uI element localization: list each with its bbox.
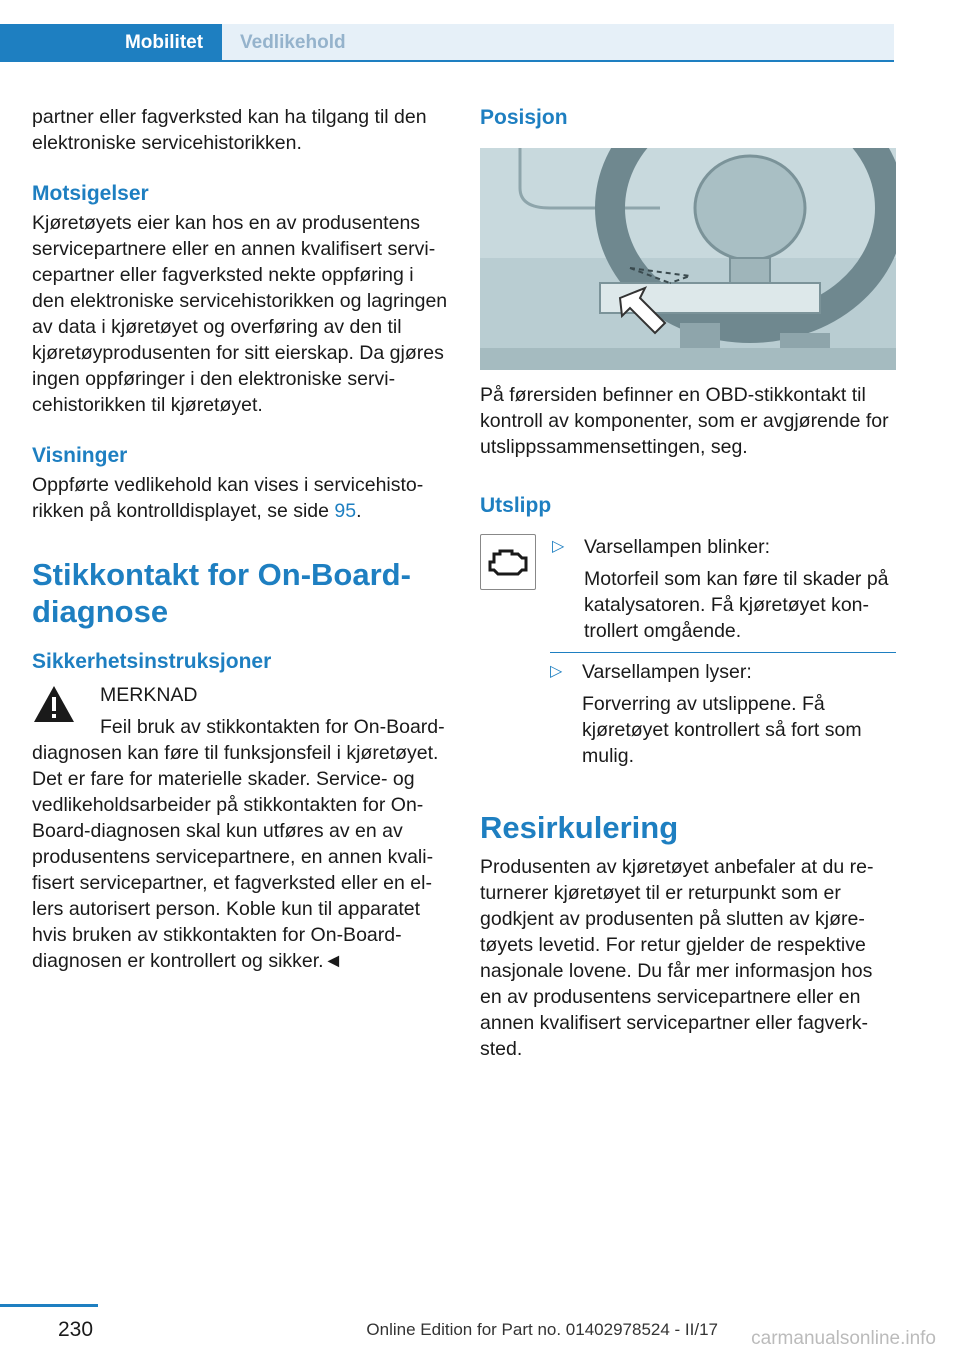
bullet-lyser-text: Forverring av utslippene. Få kjøretøyet kontrollert så fort som mulig. [582,693,862,767]
paragraph-motsigelser: Kjøretøyets eier kan hos en av produsentens servicepartnere eller en annen kvalifisert servicepartner eller fagverksted nekte oppføring i den elektroniske servicehistorikken og lagringen av data i kjøretøyet og overføring av den til kjøretøyprodusenten for sitt eierskap. Da gjøres ingen oppføringer i den elektroniske servicehistorikken til kjøretøyet. [32,212,448,416]
bullet-blinker [480,534,896,644]
paragraph-visninger: Oppførte vedlikehold kan vises i servicehistorikken på kontrolldisplayet, se side 95. [32,474,424,522]
obd-location-illustration [480,148,896,370]
heading-visninger: Visninger [32,444,128,467]
bullet-lyser [550,659,896,769]
engine-check-icon [480,534,536,590]
watermark: carmanualsonline.info [751,1328,936,1349]
header-divider [0,60,894,62]
page-link-95[interactable]: 95 [334,500,357,522]
edition-info: Online Edition for Part no. 01402978524 - II/17 [366,1320,718,1339]
warning-block [32,682,450,740]
heading-posisjon: Posisjon [480,106,568,129]
left-column [32,100,450,974]
paragraph-resirkulering: Produsenten av kjøretøyet anbefaler at du returnerer kjøretøyet til er returpunkt som er godkjent av produsenten på slutten av kjøretøyets levetid. For retur gjelder de respektive nasjonale lovene. Du får mer informasjon hos en av produsentens servicepartnere eller en annen kvalifisert servicepartner eller fagverksted. [480,856,874,1060]
bullet-blinker-title: Varsellampen blinker: [584,536,771,558]
heading-stikkontakt: Stikkontakt for On-Board-diagnose [32,557,411,629]
paragraph-posisjon: På førersiden befinner en OBD-stikkontakt til kontroll av komponenter, som er avgjørende for utslippssammensettingen, seg. [480,384,889,458]
intro-paragraph: partner eller fagverksted kan ha tilgang til den elektroniske servicehistorikken. [32,106,427,154]
footer-divider [0,1304,98,1307]
bullet-triangle-icon: ▷ [552,538,565,555]
heading-utslipp: Utslipp [480,494,552,517]
bullet-separator [550,652,896,653]
bullet-blinker-text: Motorfeil som kan føre til skader på katalysatoren. Få kjøretøyet kontrollert omgående. [584,568,889,642]
warning-text: diagnosen kan føre til funksjonsfeil i kjøretøyet. Det er fare for materielle skader. Service- og vedlikeholdsarbeider på stikkontakten for On-Board-diagnosen skal kun utføres av en av produsentens servicepartnere, en annen kvalifisert servicepartner, et fagverksted eller en ellers autorisert person. Koble kun til apparatet hvis bruken av stikkontakten for On-Board-diagnosen er kontrollert og sikker.◄ [32,742,439,972]
heading-resirkulering: Resirkulering [480,810,679,845]
warning-lead: Feil bruk av stikkontakten for On-Board- [100,716,445,738]
right-column [480,100,896,1062]
tab-vedlikehold[interactable]: Vedlikehold [222,24,894,62]
page-number: 230 [58,1318,94,1341]
bullet-lyser-title: Varsellampen lyser: [582,661,752,683]
heading-motsigelser: Motsigelser [32,182,149,205]
tab-mobilitet[interactable]: Mobilitet [0,24,222,62]
header-bar [0,0,960,62]
warning-label: MERKNAD [100,684,198,706]
warning-triangle-icon [32,684,76,724]
heading-sikkerhet: Sikkerhetsinstruksjoner [32,650,272,673]
bullet-triangle-icon: ▷ [550,663,563,680]
